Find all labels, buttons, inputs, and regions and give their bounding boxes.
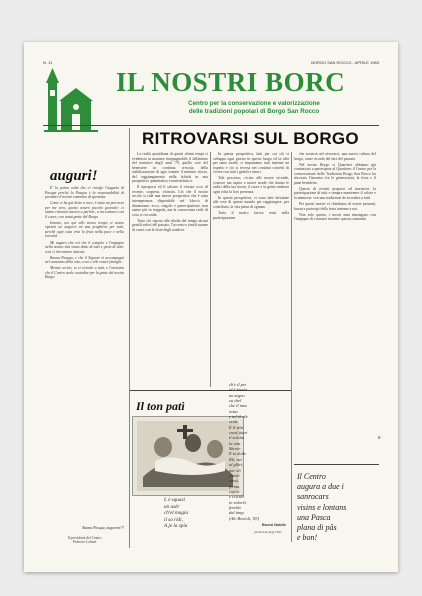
- editorial-title: auguri!: [50, 168, 98, 184]
- greeting-line: e bon!: [297, 533, 318, 543]
- church-tower-logo: [42, 66, 102, 138]
- article-paragraph: In questa prospettiva, vi sono idee destinate alle rose di questo mondo per raggiungere, per contributo, la vita piena di ognuno.: [213, 195, 289, 210]
- article-paragraph: che sosterrà nel ritrovarsi, una nuova cultura del borgo, come ricordo del fare del passato.: [294, 152, 376, 161]
- article-paragraph: Tutto ciò riporta alla ribalta del tempo alcuni gentili valori del passato, l'accento e simili usanze di cuore con le feste degli studiosi.: [132, 218, 208, 232]
- greeting-line: augura a due i: [297, 482, 344, 492]
- greeting-line: visins e lontans: [297, 502, 347, 512]
- poem-line: cussì fuart: [229, 430, 248, 436]
- article-column-3: [294, 152, 376, 458]
- easter-greeting: [297, 472, 381, 543]
- poem-line: un asèr: [164, 503, 180, 510]
- article-headline: RITROVARSI SUL BORGO: [142, 129, 359, 148]
- article-paragraph: Tutto il nostro lavoro resta nella partecipazione.: [213, 211, 289, 220]
- column-divider-left: [129, 128, 130, 548]
- poem-line: resistì: [229, 472, 240, 478]
- article-paragraph: La realtà quotidiana di questi ultimi tempi ci evidenzia in maniera inoppugnabile il fallimento del tentativo degli anni '70, quello cioè del benessere in continua crescita, della stabilizzazione di agio tramite il minimo sforzo, del raggiungimento nella felicità in una prospettiva quantitativa e materialistica.: [132, 152, 208, 184]
- poem-line: E to doile: [229, 451, 247, 457]
- signer-role: Il presidente del Centro: [67, 536, 102, 540]
- poem-line: in valorèt: [229, 499, 246, 505]
- poem-line: ferma.: [229, 483, 241, 489]
- signer-name: Federico Lelmet: [72, 540, 97, 545]
- poem-line: resta: [229, 408, 238, 414]
- poem-line: al è lassàt: [229, 387, 247, 393]
- poem-line: L è squasi: [164, 497, 185, 503]
- article-paragraph: Questo di recenti proporsi ad iniziative, la partecipazione di tutti e sempre mantenere il colore e la memoria: con una tradizione da ricordare a tutti.: [294, 186, 376, 200]
- editorial-paragraph: E' la prima volta che ci rivolgo l'augurio di Pasqua perché la Pasqua è la responsabilità di prendere il nostro cammino di speranza.: [45, 186, 124, 200]
- poem-line: (Ale Bovioli, '83): [229, 515, 260, 521]
- poem-line: cussì,: [229, 478, 239, 484]
- poem-line: il sclutia: [229, 435, 245, 441]
- poem-author: Bruno Nobile: [262, 523, 286, 527]
- editorial-paragraph: Come ci ha già detto a voce, è stato un percorso per me vero, questo nostro piccolo giornale: ci siamo ritrovati ancora a parlare, a raccontarci con il cuore, con tanta gente del Borgo.: [45, 201, 124, 219]
- poem-line: al glôri,: [229, 462, 244, 468]
- article-paragraph: Non solo questo, i nostri anni rimangono con l'impegno di costruire insieme questa comunità.: [294, 212, 376, 222]
- column-initial: R.: [378, 435, 382, 440]
- poem-lines-right: [229, 382, 289, 521]
- poem-line: un segno: [229, 392, 245, 398]
- poem-line: che il mus: [229, 403, 247, 409]
- article-paragraph: Il riproporsi ed il salvare il vissuto ecco di recente, sorpresa, vicinata, Ciò che il nostro secolo si ridà una nuova prospettiva che è stata intemperanza disponibile nel blocco di dinamismo: ecco, singolo e partecipazione, non siamo più in trappola, ma la conoscenza reale di cosa ci circonda.: [132, 185, 208, 217]
- masthead-subtitle: [124, 100, 384, 116]
- editorial-signer: [45, 536, 124, 545]
- editorial-paragraph: Mentre scrivo, io vi ricordo a tutti, e l'amicizia che il Centro vuole custodire per la gente del nostro Borgo.: [45, 266, 124, 280]
- poem-line: e tal tô cûr: [229, 414, 249, 420]
- article-paragraph: In questa prospettiva, fatti per cui ciò si sviluppa ogni giorno in questo luogo ed in altri per tante strade, ci imponiamo tutti insieme un rispetto e ciò si riversa nei continui concetti di vivere con tutti i gentili e amici.: [213, 152, 289, 175]
- poem-title: Il ton patì: [136, 399, 185, 413]
- greeting-line: Il Centro: [297, 472, 326, 481]
- issue-place-date: BORGO SAN ROCCO - APRILE 1983: [311, 60, 379, 65]
- poem-line: fevelàt: [229, 504, 241, 510]
- poem-line: dal timp.: [229, 510, 245, 516]
- greeting-line: plana di pâs: [297, 523, 337, 533]
- editorial-paragraph: Intanto, noi qui allo stesso tempo ci siamo ripetuti un augurio ed una preghiera per tutti, perché ogni casa viva la festa nella pace e nella serenità.: [45, 220, 124, 239]
- editorial-paragraph: Buona Pasqua, e che il Signore vi accompagni nel cammino della vita, a voi e alle vostre famiglie.: [45, 255, 124, 265]
- poem-line: cujete: [229, 488, 240, 494]
- poem-line: e cricuèt: [229, 494, 245, 500]
- poem-line: scuìt.: [229, 419, 239, 425]
- greeting-rule: [294, 464, 379, 465]
- editorial-signature: Buona Pasqua, auguroni!!!: [82, 526, 124, 530]
- editorial-body: [45, 186, 124, 520]
- article-paragraph: Per questi motivi vi chiediamo di essere presenti, buoni e partecipi della festa insieme a noi.: [294, 201, 376, 211]
- column-divider-1: [210, 152, 211, 387]
- deposition-artwork-image: [132, 416, 244, 496]
- poem-line: la vita.: [229, 440, 242, 446]
- subtitle-line-2: delle tradizioni popolari di Borgo San Rocco: [188, 108, 320, 115]
- poem-line: A je la spia: [164, 523, 188, 530]
- poem-line: E il silzi: [229, 424, 244, 430]
- poem-line: par nô: [229, 467, 241, 473]
- poem-line: ch'el magia: [164, 510, 189, 517]
- greeting-line: una Pasca: [297, 512, 331, 522]
- masthead-rule: [43, 125, 379, 126]
- poem-line: il so ridi,: [164, 516, 183, 523]
- editorial-paragraph: Mi auguro che voi che il compito e l'impegno nella nostra vita siano dono di tutti e gioia di tutti: così ci ritroviamo insieme.: [45, 240, 124, 254]
- article-column-2: [213, 152, 289, 385]
- subtitle-line-1: Centro per la conservazione e valorizzazione: [188, 100, 320, 107]
- masthead-title: IL NOSTRI BORC: [116, 67, 346, 97]
- article-paragraph: Tale processo, vicino alle nostre vicende, conosce ma aspira a nuove strade che danno le radici della tua storia; il cuore e la gente rendono ogni volta la loro presenza.: [213, 176, 289, 194]
- newspaper-page: [24, 42, 398, 572]
- poem-line: Rît, vui: [229, 456, 242, 462]
- poem-line: Sborie: [229, 446, 241, 452]
- greeting-line: sanrocars: [297, 492, 329, 502]
- poem-author-note: (Zuèlut di Augri'Nè): [254, 530, 282, 534]
- poem-line: su chel: [229, 398, 242, 404]
- article-paragraph: Nel nostro Borgo si Quartiere abbiamo già cominciato a partecipare al Quartiere; il Centro per la conservazione delle Tradizioni Borgo San Rocco ha ritrovato l'incontro fra le generazioni, la festa e il pane benedetto.: [294, 162, 376, 185]
- article-column-1: [132, 152, 208, 385]
- poem-line: ch'e il pet: [229, 382, 247, 387]
- column-divider-2: [291, 152, 292, 542]
- issue-number: N. 11: [43, 60, 53, 65]
